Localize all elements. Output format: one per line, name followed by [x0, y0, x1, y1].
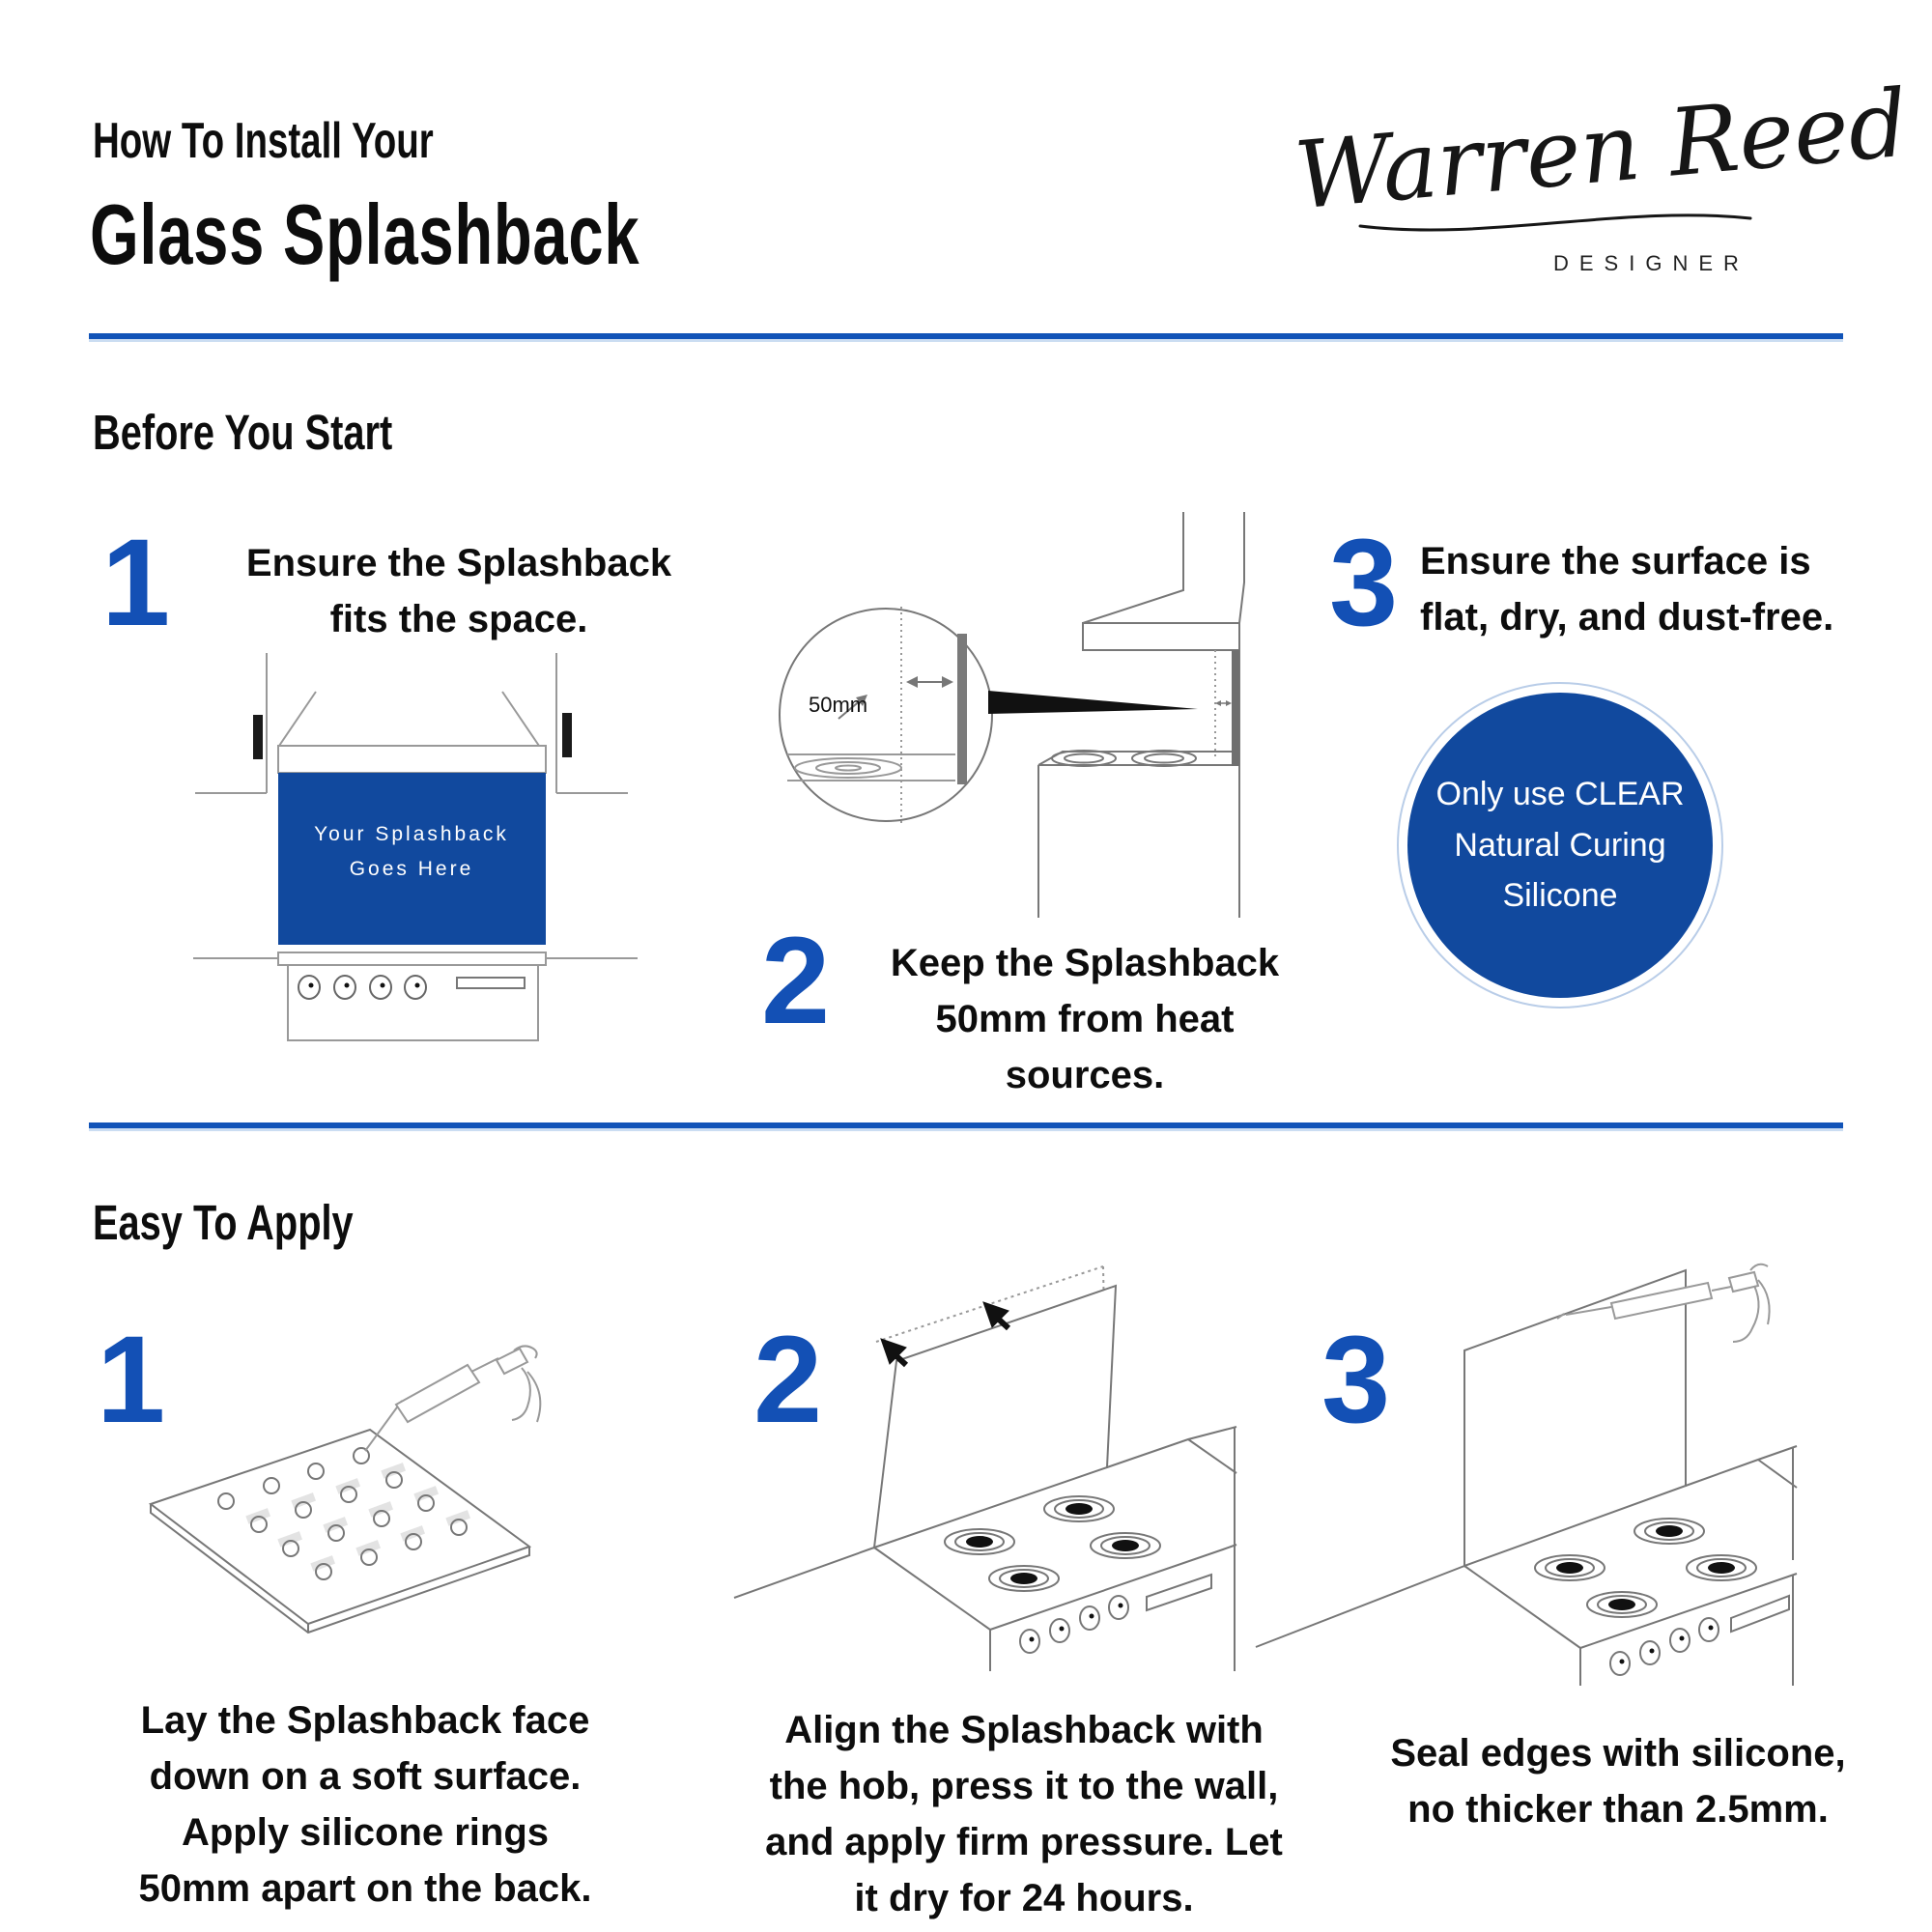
signature-swash-icon — [1352, 201, 1758, 240]
splashback-edge — [1232, 650, 1239, 766]
easy-step3-caption: Seal edges with silicone, no thicker than 2.5mm. — [1390, 1732, 1846, 1831]
before-step2-number: 2 — [761, 912, 831, 1050]
before-step3-number: 3 — [1329, 514, 1399, 652]
section-divider-middle — [89, 1122, 1843, 1131]
section-heading-before: Before You Start — [93, 405, 393, 460]
easy-step2-number: 2 — [753, 1311, 823, 1449]
easy-step3-number: 3 — [1321, 1311, 1391, 1449]
brand-tagline: DESIGNER — [1553, 251, 1749, 275]
easy-step2-caption: Align the Splashback with the hob, press it to the wall, and apply firm pressure. Let it dry for 24 hours. — [765, 1709, 1283, 1919]
align-splashback-diagram — [734, 1256, 1236, 1671]
page-title-kicker: How To Install Your — [93, 113, 434, 169]
easy-step1-caption: Lay the Splashback face down on a soft surface. Apply silicone rings 50mm apart on the back. — [138, 1699, 592, 1910]
panel-label-line1: Your Splashback — [314, 823, 509, 845]
section-heading-easy: Easy To Apply — [93, 1195, 354, 1250]
before-step2-text: Keep the Splashback 50mm from heat sources. — [890, 942, 1280, 1096]
caulk-gun-icon — [365, 1346, 540, 1451]
panel-label-line2: Goes Here — [349, 858, 474, 880]
zoom-pointer-icon — [988, 691, 1198, 714]
before-step1-text: Ensure the Splashback fits the space. — [245, 542, 672, 640]
easy-step1-number: 1 — [97, 1311, 166, 1449]
section-divider-top — [89, 333, 1843, 342]
fit-space-diagram — [150, 618, 691, 1072]
cabinet-handle-icon — [562, 713, 572, 757]
splashback-edge-zoomed — [957, 634, 967, 784]
measure-label: 50mm — [809, 693, 868, 717]
heat-clearance-diagram — [744, 512, 1304, 927]
silicone-note-badge: Only use CLEAR Natural Curing Silicone — [1407, 693, 1713, 998]
seal-edges-diagram — [1256, 1251, 1797, 1686]
page-title: Glass Splashback — [90, 186, 640, 282]
brand-signature: Warren Reed — [1291, 69, 1913, 231]
before-step3-text: Ensure the surface is flat, dry, and dust-free. — [1420, 540, 1834, 639]
before-step1-number: 1 — [101, 514, 171, 652]
cabinet-handle-icon — [253, 715, 263, 759]
apply-silicone-diagram — [116, 1343, 599, 1662]
